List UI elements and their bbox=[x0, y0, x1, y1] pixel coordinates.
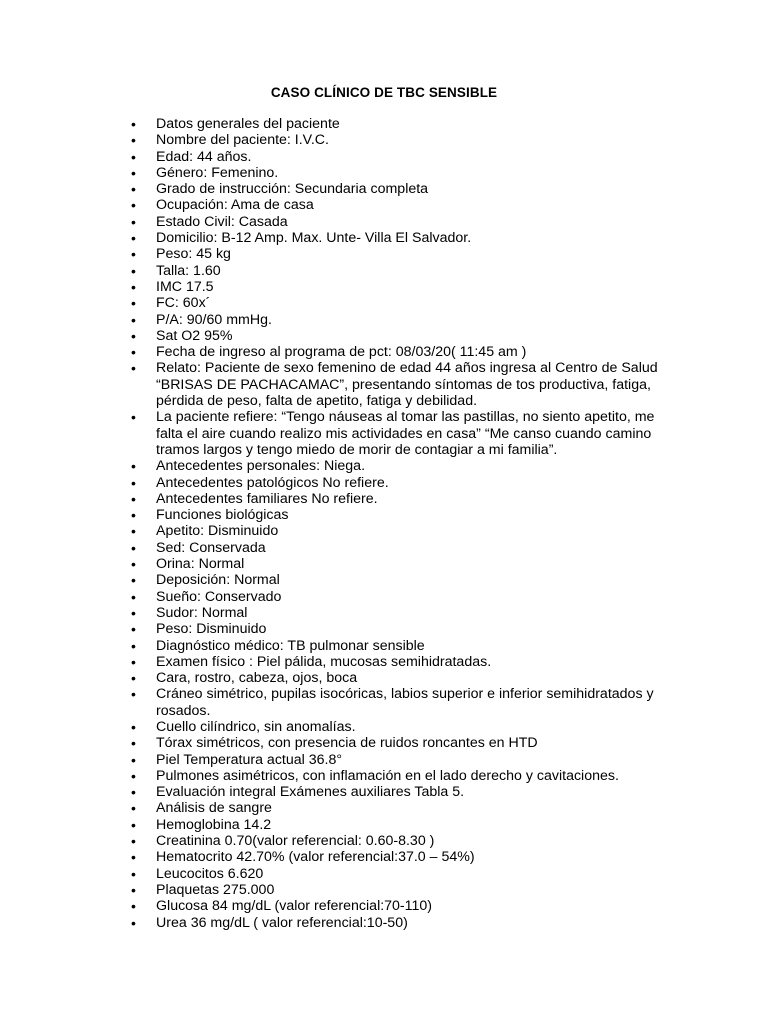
bullet-icon: • bbox=[131, 148, 136, 165]
list-item bbox=[0, 181, 666, 197]
bullet-icon: • bbox=[131, 262, 136, 279]
list-item bbox=[0, 540, 666, 556]
list-item-text: Sudor: Normal bbox=[156, 604, 248, 621]
bullet-icon: • bbox=[131, 181, 136, 198]
bullet-icon: • bbox=[131, 556, 136, 573]
list-item bbox=[0, 165, 666, 181]
bullet-icon: • bbox=[131, 132, 136, 149]
list-item-text: Sueño: Conservado bbox=[156, 588, 282, 605]
list-item-text: Cara, rostro, cabeza, ojos, boca bbox=[156, 670, 358, 687]
list-item-text: Antecedentes familiares No refiere. bbox=[156, 490, 378, 507]
list-item-text: Análisis de sangre bbox=[156, 800, 272, 817]
bullet-icon: • bbox=[131, 637, 136, 654]
list-item bbox=[0, 735, 666, 751]
list-item bbox=[0, 409, 666, 458]
bullet-icon: • bbox=[131, 881, 136, 898]
list-item-text: Cráneo simétrico, pupilas isocóricas, labios superior e inferior semihidratados y rosados. bbox=[156, 686, 654, 719]
bullet-icon: • bbox=[131, 914, 136, 931]
bullet-icon: • bbox=[131, 865, 136, 882]
list-item bbox=[0, 686, 666, 719]
document-title: CASO CLÍNICO DE TBC SENSIBLE bbox=[270, 85, 498, 100]
list-item bbox=[0, 800, 666, 816]
list-item-text: Pulmones asimétricos, con inflamación en el lado derecho y cavitaciones. bbox=[156, 767, 619, 784]
list-item bbox=[0, 898, 666, 914]
bullet-icon: • bbox=[131, 621, 136, 638]
bullet-icon: • bbox=[131, 409, 136, 426]
list-item-text: Examen físico : Piel pálida, mucosas semihidratadas. bbox=[156, 653, 492, 670]
bullet-icon: • bbox=[131, 507, 136, 524]
bullet-icon: • bbox=[131, 751, 136, 768]
list-item-text: Apetito: Disminuido bbox=[156, 523, 279, 540]
list-item-text: Plaquetas 275.000 bbox=[156, 881, 275, 898]
list-item bbox=[0, 132, 666, 148]
list-item bbox=[0, 572, 666, 588]
bullet-icon: • bbox=[131, 197, 136, 214]
list-item-text: Antecedentes personales: Niega. bbox=[156, 458, 366, 475]
bullet-icon: • bbox=[131, 116, 136, 132]
bullet-icon: • bbox=[131, 588, 136, 605]
bullet-icon: • bbox=[131, 816, 136, 833]
list-item-text: Estado Civil: Casada bbox=[156, 213, 288, 230]
list-item bbox=[0, 784, 666, 800]
list-item bbox=[0, 295, 666, 311]
list-item-text: Peso: Disminuido bbox=[156, 621, 267, 638]
list-item bbox=[0, 149, 666, 165]
bullet-icon: • bbox=[131, 653, 136, 670]
bullet-icon: • bbox=[131, 164, 136, 181]
list-item bbox=[0, 214, 666, 230]
list-item-text: P/A: 90/60 mmHg. bbox=[156, 311, 272, 328]
list-item bbox=[0, 328, 666, 344]
list-item-text: Evaluación integral Exámenes auxiliares Tabla 5. bbox=[156, 784, 465, 801]
bullet-icon: • bbox=[131, 898, 136, 915]
list-item bbox=[0, 833, 666, 849]
list-item bbox=[0, 638, 666, 654]
bullet-icon: • bbox=[131, 784, 136, 801]
list-item-text: Piel Temperatura actual 36.8° bbox=[156, 751, 343, 768]
list-item-text: Talla: 1.60 bbox=[156, 262, 221, 279]
list-item bbox=[0, 246, 666, 262]
list-item bbox=[0, 849, 666, 865]
list-item bbox=[0, 116, 666, 132]
list-item-text: Sed: Conservada bbox=[156, 539, 266, 556]
list-item-text: Glucosa 84 mg/dL (valor referencial:70-110) bbox=[156, 898, 433, 915]
list-item-text: Tórax simétricos, con presencia de ruidos roncantes en HTD bbox=[156, 735, 538, 752]
bullet-icon: • bbox=[131, 670, 136, 687]
list-item-text: Grado de instrucción: Secundaria completa bbox=[156, 181, 429, 198]
list-item-text: Datos generales del paciente bbox=[156, 116, 340, 132]
bullet-icon: • bbox=[131, 604, 136, 621]
list-item-text: Domicilio: B-12 Amp. Max. Unte- Villa El Salvador. bbox=[156, 230, 472, 247]
list-item bbox=[0, 621, 666, 637]
list-item-text: Leucocitos 6.620 bbox=[156, 865, 264, 882]
bullet-icon: • bbox=[131, 278, 136, 295]
bullet-icon: • bbox=[131, 849, 136, 866]
list-item bbox=[0, 312, 666, 328]
bullet-icon: • bbox=[131, 572, 136, 589]
list-item bbox=[0, 866, 666, 882]
list-item bbox=[0, 491, 666, 507]
list-item bbox=[0, 752, 666, 768]
list-item bbox=[0, 475, 666, 491]
list-item-text: Urea 36 mg/dL ( valor referencial:10-50) bbox=[156, 914, 408, 931]
bullet-icon: • bbox=[131, 523, 136, 540]
list-item-text: Funciones biológicas bbox=[156, 507, 289, 524]
list-item bbox=[0, 230, 666, 246]
bullet-icon: • bbox=[131, 311, 136, 328]
list-item-text: Fecha de ingreso al programa de pct: 08/03/20( 11:45 am ) bbox=[156, 344, 527, 361]
list-item-text: Hematocrito 42.70% (valor referencial:37.0 – 54%) bbox=[156, 849, 475, 866]
bullet-icon: • bbox=[131, 360, 136, 377]
list-item bbox=[0, 670, 666, 686]
bullet-icon: • bbox=[131, 735, 136, 752]
bullet-icon: • bbox=[131, 767, 136, 784]
list-item bbox=[0, 817, 666, 833]
bullet-icon: • bbox=[131, 230, 136, 247]
list-item bbox=[0, 605, 666, 621]
bullet-icon: • bbox=[131, 800, 136, 817]
bullet-icon: • bbox=[131, 490, 136, 507]
list-item bbox=[0, 654, 666, 670]
list-item-text: Género: Femenino. bbox=[156, 164, 279, 181]
list-item bbox=[0, 589, 666, 605]
bullet-icon: • bbox=[131, 246, 136, 263]
bullet-icon: • bbox=[131, 686, 136, 703]
list-item bbox=[0, 882, 666, 898]
list-item-text: Cuello cilíndrico, sin anomalías. bbox=[156, 718, 356, 735]
list-item bbox=[0, 507, 666, 523]
bullet-icon: • bbox=[131, 295, 136, 312]
list-item bbox=[0, 344, 666, 360]
list-item bbox=[0, 768, 666, 784]
bullet-icon: • bbox=[131, 327, 136, 344]
list-item-text: Orina: Normal bbox=[156, 556, 245, 573]
bullet-icon: • bbox=[131, 539, 136, 556]
list-item-text: Edad: 44 años. bbox=[156, 148, 252, 165]
bullet-icon: • bbox=[131, 718, 136, 735]
list-item-text: Deposición: Normal bbox=[156, 572, 280, 589]
list-item bbox=[0, 523, 666, 539]
bullet-icon: • bbox=[131, 833, 136, 850]
list-item bbox=[0, 197, 666, 213]
list-item-text: Sat O2 95% bbox=[156, 327, 233, 344]
list-item-text: La paciente refiere: “Tengo náuseas al tomar las pastillas, no siento apetito, me falta el aire cuando realizo mis actividades en casa” “Me canso cuando camino tramos largos y tengo miedo de morir de contagiar a mi familia”. bbox=[156, 409, 655, 458]
list-item bbox=[0, 360, 666, 409]
list-item-text: Peso: 45 kg bbox=[156, 246, 231, 263]
bullet-icon: • bbox=[131, 474, 136, 491]
list-item bbox=[0, 263, 666, 279]
list-item-text: Ocupación: Ama de casa bbox=[156, 197, 314, 214]
bullet-icon: • bbox=[131, 344, 136, 361]
list-item bbox=[0, 556, 666, 572]
list-item bbox=[0, 719, 666, 735]
bullet-icon: • bbox=[131, 213, 136, 230]
list-item-text: Creatinina 0.70(valor referencial: 0.60-8.30 ) bbox=[156, 833, 435, 850]
bullet-icon: • bbox=[131, 458, 136, 475]
clinical-case-list bbox=[0, 116, 768, 931]
list-item-text: Hemoglobina 14.2 bbox=[156, 816, 272, 833]
list-item bbox=[0, 279, 666, 295]
list-item-text: Nombre del paciente: I.V.C. bbox=[156, 132, 329, 149]
list-item-text: FC: 60x´ bbox=[156, 295, 211, 312]
list-item-text: Diagnóstico médico: TB pulmonar sensible bbox=[156, 637, 425, 654]
list-item-text: IMC 17.5 bbox=[156, 278, 214, 295]
list-item bbox=[0, 915, 666, 931]
list-item-text: Relato: Paciente de sexo femenino de edad 44 años ingresa al Centro de Salud “BRISAS DE PACHACAMAC”, presentando síntomas de tos productiva, fatiga, pérdida de peso, falta de apetito, fatiga y debilidad. bbox=[156, 360, 658, 410]
list-item-text: Antecedentes patológicos No refiere. bbox=[156, 474, 389, 491]
list-item bbox=[0, 458, 666, 474]
